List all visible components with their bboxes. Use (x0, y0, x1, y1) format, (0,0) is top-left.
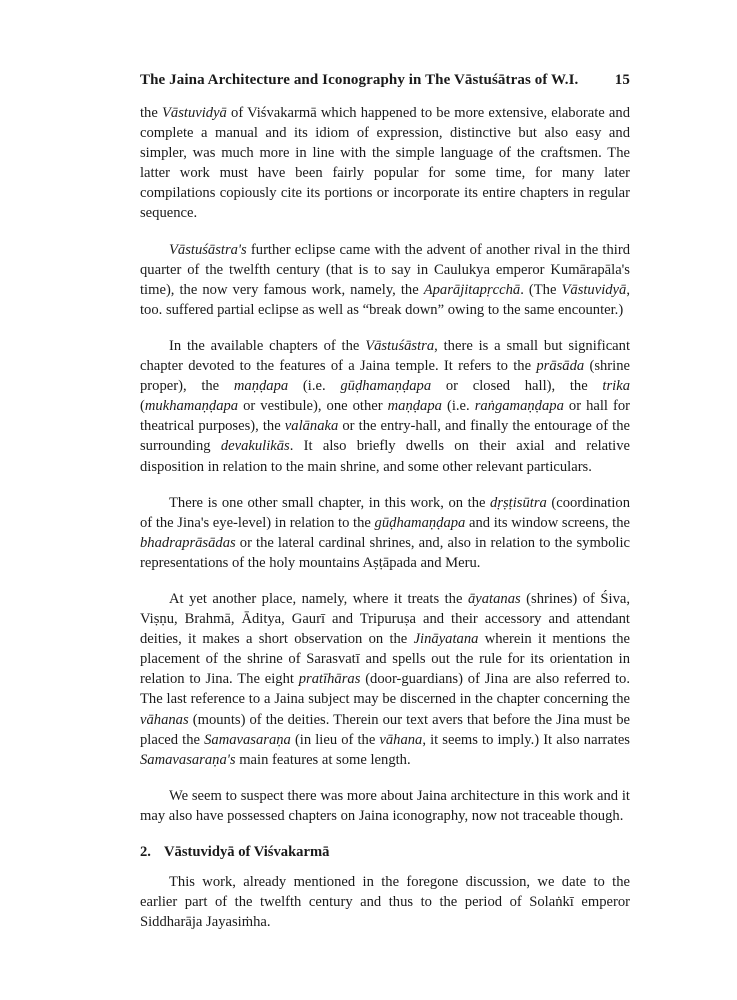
section-heading (140, 842, 630, 862)
text-run: main features at some length. (235, 751, 411, 768)
text-run: (mounts) of the deities. Therein our text avers that before the Jina must be placed the (140, 711, 630, 748)
italic-term: Vāstuśāstra's (169, 241, 247, 258)
text-run: , it seems to imply.) It also narrates (422, 731, 630, 748)
text-run: or the entry-hall, and finally the entourage of the surrounding (140, 418, 631, 455)
paragraphs (140, 103, 630, 826)
text-run: , too. suffered partial eclipse as well as “break down” owing to the same encounter.) (140, 281, 630, 318)
italic-term: prāsāda (536, 358, 585, 375)
italic-term: maṇḍapa (387, 398, 442, 415)
italic-term: Vāstuśāstra (365, 337, 435, 354)
italic-term: devakulikās (220, 438, 290, 455)
italic-term: maṇḍapa (233, 378, 289, 395)
text-run: , there is a small but significant chapter devoted to the features of a Jaina temple. It refers to the (140, 337, 630, 375)
running-head (140, 72, 630, 89)
text-run: ( (140, 398, 145, 415)
paragraph (140, 589, 630, 770)
text-run: (shrine proper), the (140, 358, 630, 395)
text-run: and its window screens, the (465, 514, 630, 531)
section-number: 2. (140, 844, 151, 860)
italic-term: pratīhāras (298, 671, 361, 688)
italic-term: Jināyatana (413, 631, 479, 648)
page-number: 15 (614, 72, 630, 88)
paragraph (140, 240, 630, 320)
running-head-title: The Jaina Architecture and Iconography in The Vāstuśātras of W.I. (140, 72, 579, 88)
text-run: (i.e. (441, 398, 475, 415)
text-run: At yet another place, namely, where it treats the (169, 590, 468, 607)
italic-term: trika (602, 378, 630, 395)
text-run: This work, already mentioned in the foregone discussion, we date to the earlier part of the twelfth century and thus to the period of Solaṅkī emperor Siddharāja Jayasiṁha. (140, 874, 630, 931)
italic-term: vāhanas (140, 711, 189, 728)
italic-term: raṅgamaṇḍapa (474, 398, 564, 415)
text-run: the (140, 105, 162, 121)
paragraph (140, 336, 630, 477)
italic-term: bhadraprāsādas (140, 534, 236, 551)
section-paragraphs (140, 872, 630, 932)
text-run: (door-guardians) of Jina are also referred to. The last reference to a Jaina subject may be discerned in the chapter concerning the (140, 671, 630, 708)
italic-term: mukhamaṇḍapa (144, 398, 239, 415)
text-run: (coordination of the Jina's eye-level) in relation to the (140, 494, 630, 531)
text-run: or hall for theatrical purposes), the (140, 398, 630, 435)
italic-term: Vāstuvidyā (561, 281, 627, 298)
paragraph (140, 103, 630, 224)
italic-term: gūḍhamaṇḍapa (374, 514, 466, 531)
section-title: Vāstuvidyā of Viśvakarmā (164, 844, 330, 860)
text-run: In the available chapters of the (169, 337, 366, 354)
text-run: or the lateral cardinal shrines, and, also in relation to the symbolic representations of the holy mountains Aṣṭāpada and Meru. (140, 534, 630, 571)
paragraph (140, 872, 630, 932)
italic-term: āyatanas (467, 590, 521, 607)
italic-term: Vāstuvidyā (162, 105, 227, 121)
text-run: wherein it mentions the placement of the shrine of Sarasvatī and spells out the rule for its orientation in relation to Jina. The eight (140, 631, 630, 688)
italic-term: valānaka (284, 418, 339, 435)
italic-term: vāhana (379, 731, 423, 748)
text-run: further eclipse came with the advent of another rival in the third quarter of the twelfth century (that is to say in Caulukya emperor Kumārapāla's time), the now very famous work, namely, the (140, 241, 630, 298)
paragraph (140, 493, 630, 573)
text-run: (shrines) of Śiva, Viṣṇu, Brahmā, Āditya, Gaurī and Tripuruṣa and their accessory and attendant deities, it makes a short observation on the (140, 590, 630, 648)
text-run: (in lieu of the (290, 731, 380, 748)
text-run: or closed hall), the (431, 378, 603, 395)
text-run: There is one other small chapter, in this work, on the (169, 494, 491, 511)
italic-term: dṛṣṭisūtra (490, 494, 547, 511)
text-run: . (The (520, 281, 562, 298)
text-run: or vestibule), one other (238, 398, 388, 415)
text-body (140, 103, 630, 948)
italic-term: Samavasaraṇa (204, 731, 291, 748)
italic-term: gūḍhamaṇḍapa (340, 378, 432, 395)
paragraph (140, 786, 630, 826)
text-run: We seem to suspect there was more about Jaina architecture in this work and it may also have possessed chapters on Jaina iconography, now not traceable though. (140, 787, 630, 824)
text-run: . It also briefly dwells on their axial and relative disposition in relation to the main shrine, and some other relevant particulars. (140, 438, 631, 475)
italic-term: Aparājitapṛcchā (423, 281, 521, 298)
italic-term: Samavasaraṇa's (140, 751, 236, 768)
text-run: (i.e. (288, 378, 341, 395)
text-run: of Viśvakarmā which happened to be more extensive, elaborate and complete a manual and its idiom of expression, distinctive but also easy and simpler, was much more in line with the simple language of the craftsmen. The latter work must have been fairly popular for some time, for many later compilations copiously cite its portions or incorporate its entire chapters in regular sequence. (140, 105, 630, 222)
